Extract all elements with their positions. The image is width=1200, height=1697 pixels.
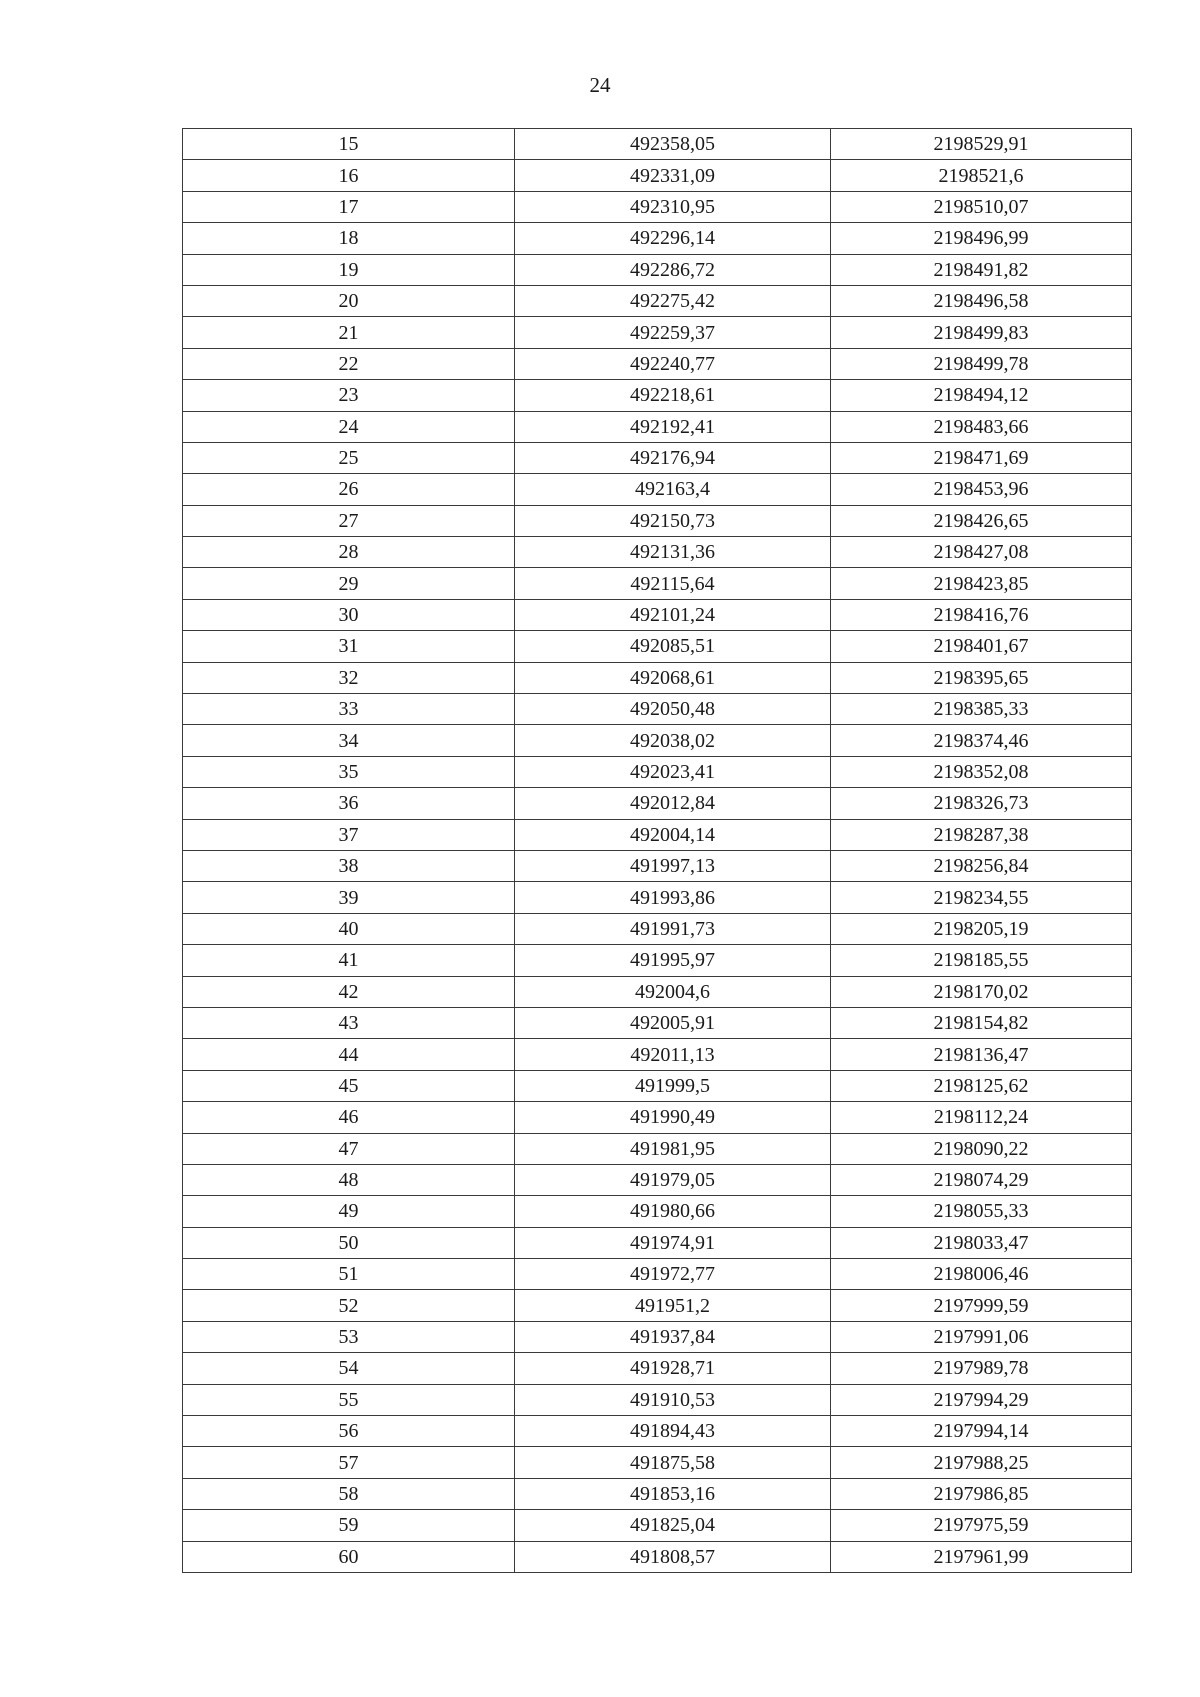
y-coordinate-cell: 2198033,47 [831, 1227, 1132, 1258]
x-coordinate-cell: 491825,04 [515, 1510, 831, 1541]
x-coordinate-cell: 492331,09 [515, 160, 831, 191]
x-coordinate-cell: 492150,73 [515, 505, 831, 536]
x-coordinate-cell: 492310,95 [515, 191, 831, 222]
x-coordinate-cell: 492286,72 [515, 254, 831, 285]
table-row [183, 1070, 1132, 1101]
table-row [183, 191, 1132, 222]
point-number-cell: 41 [183, 945, 515, 976]
point-number-cell: 58 [183, 1478, 515, 1509]
y-coordinate-cell: 2198426,65 [831, 505, 1132, 536]
table-row [183, 819, 1132, 850]
table-row [183, 317, 1132, 348]
table-row [183, 1447, 1132, 1478]
x-coordinate-cell: 492240,77 [515, 348, 831, 379]
point-number-cell: 42 [183, 976, 515, 1007]
y-coordinate-cell: 2198090,22 [831, 1133, 1132, 1164]
table-row [183, 505, 1132, 536]
x-coordinate-cell: 492275,42 [515, 285, 831, 316]
point-number-cell: 26 [183, 474, 515, 505]
x-coordinate-cell: 492101,24 [515, 599, 831, 630]
table-row [183, 756, 1132, 787]
x-coordinate-cell: 492163,4 [515, 474, 831, 505]
table-row [183, 1164, 1132, 1195]
y-coordinate-cell: 2198234,55 [831, 882, 1132, 913]
point-number-cell: 48 [183, 1164, 515, 1195]
x-coordinate-cell: 492005,91 [515, 1007, 831, 1038]
point-number-cell: 15 [183, 129, 515, 160]
table-row [183, 1478, 1132, 1509]
y-coordinate-cell: 2198395,65 [831, 662, 1132, 693]
x-coordinate-cell: 492218,61 [515, 380, 831, 411]
x-coordinate-cell: 491999,5 [515, 1070, 831, 1101]
x-coordinate-cell: 491808,57 [515, 1541, 831, 1572]
table-row [183, 1384, 1132, 1415]
point-number-cell: 44 [183, 1039, 515, 1070]
point-number-cell: 51 [183, 1259, 515, 1290]
x-coordinate-cell: 491997,13 [515, 850, 831, 881]
table-row [183, 913, 1132, 944]
point-number-cell: 46 [183, 1102, 515, 1133]
table-row [183, 474, 1132, 505]
point-number-cell: 18 [183, 223, 515, 254]
point-number-cell: 37 [183, 819, 515, 850]
point-number-cell: 52 [183, 1290, 515, 1321]
table-row [183, 129, 1132, 160]
x-coordinate-cell: 491910,53 [515, 1384, 831, 1415]
x-coordinate-cell: 492023,41 [515, 756, 831, 787]
x-coordinate-cell: 491995,97 [515, 945, 831, 976]
y-coordinate-cell: 2198006,46 [831, 1259, 1132, 1290]
point-number-cell: 30 [183, 599, 515, 630]
point-number-cell: 27 [183, 505, 515, 536]
y-coordinate-cell: 2197994,14 [831, 1416, 1132, 1447]
point-number-cell: 24 [183, 411, 515, 442]
point-number-cell: 50 [183, 1227, 515, 1258]
y-coordinate-cell: 2198521,6 [831, 160, 1132, 191]
y-coordinate-cell: 2197999,59 [831, 1290, 1132, 1321]
table-row [183, 788, 1132, 819]
y-coordinate-cell: 2198496,99 [831, 223, 1132, 254]
table-row [183, 1102, 1132, 1133]
x-coordinate-cell: 491974,91 [515, 1227, 831, 1258]
y-coordinate-cell: 2198185,55 [831, 945, 1132, 976]
y-coordinate-cell: 2197975,59 [831, 1510, 1132, 1541]
coordinates-table [182, 128, 1132, 1573]
x-coordinate-cell: 491981,95 [515, 1133, 831, 1164]
table-row [183, 1007, 1132, 1038]
y-coordinate-cell: 2198136,47 [831, 1039, 1132, 1070]
x-coordinate-cell: 491980,66 [515, 1196, 831, 1227]
x-coordinate-cell: 491979,05 [515, 1164, 831, 1195]
x-coordinate-cell: 492131,36 [515, 537, 831, 568]
point-number-cell: 54 [183, 1353, 515, 1384]
x-coordinate-cell: 492004,6 [515, 976, 831, 1007]
x-coordinate-cell: 492296,14 [515, 223, 831, 254]
table-row [183, 1541, 1132, 1572]
y-coordinate-cell: 2198510,07 [831, 191, 1132, 222]
point-number-cell: 29 [183, 568, 515, 599]
table-row [183, 1290, 1132, 1321]
point-number-cell: 32 [183, 662, 515, 693]
x-coordinate-cell: 492011,13 [515, 1039, 831, 1070]
y-coordinate-cell: 2198112,24 [831, 1102, 1132, 1133]
point-number-cell: 22 [183, 348, 515, 379]
point-number-cell: 60 [183, 1541, 515, 1572]
table-row [183, 442, 1132, 473]
point-number-cell: 45 [183, 1070, 515, 1101]
page-number: 24 [589, 73, 611, 97]
point-number-cell: 20 [183, 285, 515, 316]
x-coordinate-cell: 492085,51 [515, 631, 831, 662]
table-row [183, 1227, 1132, 1258]
point-number-cell: 33 [183, 694, 515, 725]
table-row [183, 285, 1132, 316]
x-coordinate-cell: 491951,2 [515, 1290, 831, 1321]
x-coordinate-cell: 491875,58 [515, 1447, 831, 1478]
point-number-cell: 39 [183, 882, 515, 913]
x-coordinate-cell: 491894,43 [515, 1416, 831, 1447]
table-row [183, 694, 1132, 725]
table-row [183, 599, 1132, 630]
x-coordinate-cell: 492068,61 [515, 662, 831, 693]
x-coordinate-cell: 492176,94 [515, 442, 831, 473]
x-coordinate-cell: 492012,84 [515, 788, 831, 819]
table-row [183, 662, 1132, 693]
table-row [183, 223, 1132, 254]
x-coordinate-cell: 491990,49 [515, 1102, 831, 1133]
table-row [183, 850, 1132, 881]
point-number-cell: 25 [183, 442, 515, 473]
y-coordinate-cell: 2197989,78 [831, 1353, 1132, 1384]
point-number-cell: 40 [183, 913, 515, 944]
table-row [183, 1510, 1132, 1541]
y-coordinate-cell: 2198352,08 [831, 756, 1132, 787]
x-coordinate-cell: 492358,05 [515, 129, 831, 160]
x-coordinate-cell: 492004,14 [515, 819, 831, 850]
point-number-cell: 19 [183, 254, 515, 285]
y-coordinate-cell: 2198287,38 [831, 819, 1132, 850]
x-coordinate-cell: 491853,16 [515, 1478, 831, 1509]
point-number-cell: 53 [183, 1321, 515, 1352]
y-coordinate-cell: 2198496,58 [831, 285, 1132, 316]
x-coordinate-cell: 491937,84 [515, 1321, 831, 1352]
table-row [183, 380, 1132, 411]
y-coordinate-cell: 2198055,33 [831, 1196, 1132, 1227]
table-row [183, 254, 1132, 285]
y-coordinate-cell: 2198074,29 [831, 1164, 1132, 1195]
table-row [183, 1353, 1132, 1384]
y-coordinate-cell: 2198491,82 [831, 254, 1132, 285]
y-coordinate-cell: 2198494,12 [831, 380, 1132, 411]
y-coordinate-cell: 2198499,78 [831, 348, 1132, 379]
y-coordinate-cell: 2197991,06 [831, 1321, 1132, 1352]
point-number-cell: 16 [183, 160, 515, 191]
point-number-cell: 59 [183, 1510, 515, 1541]
x-coordinate-cell: 492259,37 [515, 317, 831, 348]
y-coordinate-cell: 2198423,85 [831, 568, 1132, 599]
table-row [183, 348, 1132, 379]
table-row [183, 1196, 1132, 1227]
table-row [183, 945, 1132, 976]
y-coordinate-cell: 2198154,82 [831, 1007, 1132, 1038]
x-coordinate-cell: 492115,64 [515, 568, 831, 599]
table-row [183, 631, 1132, 662]
x-coordinate-cell: 492192,41 [515, 411, 831, 442]
table-row [183, 1039, 1132, 1070]
point-number-cell: 38 [183, 850, 515, 881]
point-number-cell: 55 [183, 1384, 515, 1415]
x-coordinate-cell: 491972,77 [515, 1259, 831, 1290]
y-coordinate-cell: 2198170,02 [831, 976, 1132, 1007]
table-row [183, 1416, 1132, 1447]
table-body [183, 129, 1132, 1573]
y-coordinate-cell: 2198374,46 [831, 725, 1132, 756]
table-row [183, 160, 1132, 191]
y-coordinate-cell: 2198499,83 [831, 317, 1132, 348]
table-row [183, 882, 1132, 913]
y-coordinate-cell: 2198416,76 [831, 599, 1132, 630]
point-number-cell: 35 [183, 756, 515, 787]
table-row [183, 537, 1132, 568]
table-row [183, 411, 1132, 442]
table-row [183, 725, 1132, 756]
table-row [183, 1321, 1132, 1352]
point-number-cell: 23 [183, 380, 515, 411]
y-coordinate-cell: 2198125,62 [831, 1070, 1132, 1101]
y-coordinate-cell: 2198529,91 [831, 129, 1132, 160]
y-coordinate-cell: 2198205,19 [831, 913, 1132, 944]
y-coordinate-cell: 2198453,96 [831, 474, 1132, 505]
y-coordinate-cell: 2198483,66 [831, 411, 1132, 442]
y-coordinate-cell: 2197986,85 [831, 1478, 1132, 1509]
y-coordinate-cell: 2198471,69 [831, 442, 1132, 473]
point-number-cell: 47 [183, 1133, 515, 1164]
x-coordinate-cell: 491928,71 [515, 1353, 831, 1384]
point-number-cell: 28 [183, 537, 515, 568]
point-number-cell: 31 [183, 631, 515, 662]
x-coordinate-cell: 491993,86 [515, 882, 831, 913]
table-row [183, 1133, 1132, 1164]
point-number-cell: 49 [183, 1196, 515, 1227]
y-coordinate-cell: 2197988,25 [831, 1447, 1132, 1478]
y-coordinate-cell: 2197961,99 [831, 1541, 1132, 1572]
x-coordinate-cell: 491991,73 [515, 913, 831, 944]
x-coordinate-cell: 492050,48 [515, 694, 831, 725]
table-row [183, 1259, 1132, 1290]
point-number-cell: 57 [183, 1447, 515, 1478]
point-number-cell: 43 [183, 1007, 515, 1038]
y-coordinate-cell: 2198326,73 [831, 788, 1132, 819]
y-coordinate-cell: 2198256,84 [831, 850, 1132, 881]
y-coordinate-cell: 2198427,08 [831, 537, 1132, 568]
table-row [183, 976, 1132, 1007]
y-coordinate-cell: 2198401,67 [831, 631, 1132, 662]
table-row [183, 568, 1132, 599]
y-coordinate-cell: 2197994,29 [831, 1384, 1132, 1415]
y-coordinate-cell: 2198385,33 [831, 694, 1132, 725]
point-number-cell: 36 [183, 788, 515, 819]
point-number-cell: 21 [183, 317, 515, 348]
x-coordinate-cell: 492038,02 [515, 725, 831, 756]
point-number-cell: 34 [183, 725, 515, 756]
point-number-cell: 56 [183, 1416, 515, 1447]
point-number-cell: 17 [183, 191, 515, 222]
